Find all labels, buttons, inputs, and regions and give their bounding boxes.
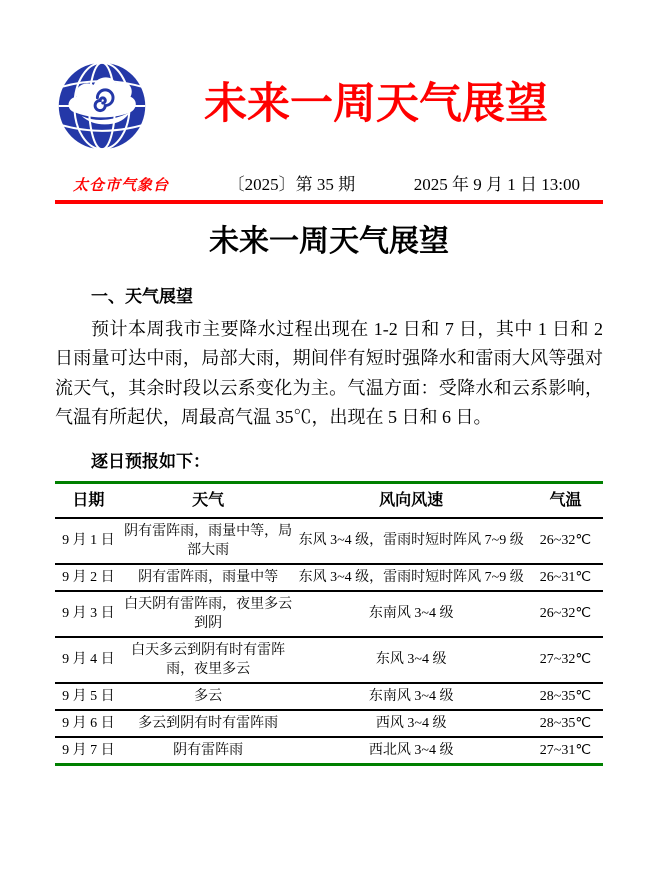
forecast-paragraph: 预计本周我市主要降水过程出现在 1-2 日和 7 日，其中 1 日和 2 日雨量可达中雨，局部大雨，期间伴有短时强降水和雷雨大风等强对流天气，其余时段以云系变化为主。气温方面：受降水和云系影响，气温有所起伏，周最高气温 35℃，出现在 5 日和 6 日。 bbox=[55, 318, 603, 427]
table-row bbox=[55, 591, 603, 637]
table-row bbox=[55, 683, 603, 710]
issue-line bbox=[55, 170, 603, 195]
cell-weather: 白天多云到阴有时有雷阵雨，夜里多云 bbox=[131, 642, 286, 677]
red-divider bbox=[55, 200, 603, 204]
agency-name: 太仓市气象台 bbox=[73, 178, 170, 194]
cell-date: 9 月 6 日 bbox=[62, 715, 115, 731]
cell-wind: 西北风 3~4 级 bbox=[368, 742, 454, 758]
cell-temp: 26~32℃ bbox=[539, 606, 592, 621]
cell-date: 9 月 7 日 bbox=[62, 742, 115, 758]
cell-weather: 白天阴有雷阵雨，夜里多云到阴 bbox=[124, 596, 293, 631]
cell-temp: 27~31℃ bbox=[539, 742, 592, 758]
cell-date: 9 月 3 日 bbox=[62, 606, 115, 621]
meteorological-bureau-logo-icon bbox=[55, 60, 149, 152]
cell-date: 9 月 1 日 bbox=[62, 533, 115, 548]
col-header-date: 日期 bbox=[72, 491, 105, 509]
cell-weather: 阴有雷阵雨，雨量中等，局部大雨 bbox=[124, 523, 293, 558]
section-heading: 一、天气展望 bbox=[91, 286, 193, 306]
publish-datetime: 2025 年 9 月 1 日 13:00 bbox=[413, 175, 580, 194]
cell-temp: 28~35℃ bbox=[539, 688, 592, 704]
cell-weather: 阴有雷阵雨，雨量中等 bbox=[138, 569, 279, 585]
table-row bbox=[55, 518, 603, 564]
col-header-weather: 天气 bbox=[192, 491, 225, 509]
header-banner bbox=[55, 58, 603, 154]
table-header-row bbox=[55, 482, 603, 518]
cell-weather: 多云 bbox=[194, 688, 223, 704]
cell-temp: 28~35℃ bbox=[539, 715, 592, 731]
table-row bbox=[55, 637, 603, 683]
cell-date: 9 月 2 日 bbox=[62, 569, 115, 585]
cell-wind: 东风 3~4 级，雷雨时短时阵风 7~9 级 bbox=[298, 569, 524, 585]
cell-wind: 西风 3~4 级 bbox=[375, 715, 447, 731]
table-row bbox=[55, 737, 603, 765]
document-title: 未来一周天气展望 bbox=[209, 224, 449, 258]
cell-weather: 阴有雷阵雨 bbox=[173, 742, 244, 758]
col-header-temp: 气温 bbox=[549, 491, 582, 509]
daily-forecast-intro: 逐日预报如下： bbox=[91, 451, 210, 471]
cell-temp: 26~32℃ bbox=[539, 533, 592, 548]
issue-number: 〔2025〕第 35 期 bbox=[227, 175, 356, 194]
cell-date: 9 月 5 日 bbox=[62, 688, 115, 704]
cell-wind: 东南风 3~4 级 bbox=[368, 606, 454, 621]
cell-wind: 东风 3~4 级 bbox=[375, 652, 447, 667]
col-header-wind: 风向风速 bbox=[379, 491, 444, 509]
daily-forecast-table bbox=[55, 481, 603, 766]
cell-wind: 东南风 3~4 级 bbox=[368, 688, 454, 704]
table-row bbox=[55, 564, 603, 591]
cell-temp: 27~32℃ bbox=[539, 652, 592, 667]
table-row bbox=[55, 710, 603, 737]
cell-date: 9 月 4 日 bbox=[62, 652, 115, 667]
banner-title: 未来一周天气展望 bbox=[204, 79, 548, 128]
cell-wind: 东风 3~4 级，雷雨时短时阵风 7~9 级 bbox=[298, 533, 524, 548]
cell-temp: 26~31℃ bbox=[539, 569, 592, 585]
cell-weather: 多云到阴有时有雷阵雨 bbox=[138, 715, 279, 731]
